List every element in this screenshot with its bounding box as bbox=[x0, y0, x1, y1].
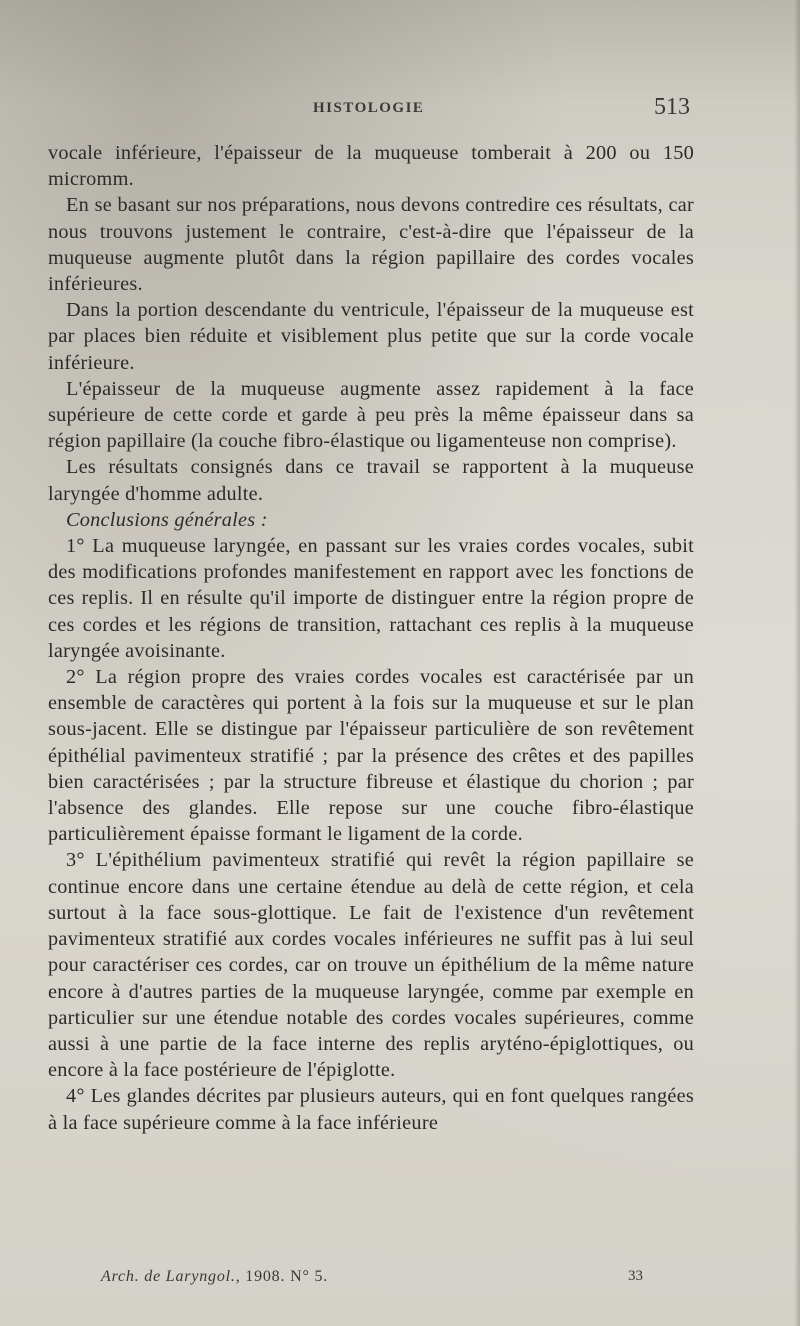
paragraph-resultats: Les résultats consignés dans ce travail se rapportent à la muqueuse laryngée d'homme adulte. bbox=[48, 456, 694, 505]
paragraph-ventricule: Dans la portion descendante du ventricule, l'épaisseur de la muqueuse est par places bien réduite et visiblement plus petite que sur la corde vocale inférieure. bbox=[48, 299, 694, 374]
paragraph-epaisseur: L'épaisseur de la muqueuse augmente assez rapidement à la face supérieure de cette corde et garde à peu près la même épaisseur dans sa région papillaire (la couche fibro-élastique ou ligamenteuse non comprise). bbox=[48, 377, 694, 453]
page-number: 513 bbox=[654, 94, 690, 120]
running-title: HISTOLOGIE bbox=[313, 100, 425, 116]
conclusion-3: 3° L'épithélium pavimenteux stratifié qui revêt la région papillaire se continue encore dans une certaine étendue au delà de cette région, et cela surtout à la face sous-glottique. Le fait de l'existence d'un revêtement pavimenteux stratifié aux cordes vocales inférieures ne suffit pas à lui seul pour caractériser ces cordes, car on trouve un épithélium de la même nature encore à d'autres parties de la muqueuse laryngée, comme par exemple en particulier sur une étendue notable des cordes vocales supérieures, comme aussi à une partie de la face interne des replis aryténo-épiglottiques, ou encore à la face postérieure de l'épiglotte. bbox=[48, 849, 694, 1082]
signature-mark: 33 bbox=[628, 1268, 643, 1284]
journal-title: Arch. de Laryngol. bbox=[101, 1268, 236, 1285]
running-header bbox=[0, 96, 800, 126]
page-edge-shadow bbox=[794, 0, 800, 1326]
page-footer bbox=[0, 1268, 800, 1292]
paragraph-preparations: En se basant sur nos préparations, nous devons contredire ces résultats, car nous trouvons justement le contraire, c'est-à-dire que l'épaisseur de la muqueuse augmente plutôt dans la région papillaire des cordes vocales inférieures. bbox=[48, 194, 694, 296]
conclusions-heading: Conclusions générales : bbox=[66, 508, 268, 531]
conclusion-1: 1° La muqueuse laryngée, en passant sur les vraies cordes vocales, subit des modifications profondes manifestement en rapport avec les fonctions de ces replis. Il en résulte qu'il importe de distinguer entre la région propre de ces cordes et les régions de transition, rattachant ces replis à la muqueuse laryngée avoisinante. bbox=[48, 535, 694, 662]
paragraph-continuation: vocale inférieure, l'épaisseur de la muqueuse tomberait à 200 ou 150 micromm. bbox=[48, 142, 694, 191]
body-text bbox=[48, 140, 694, 1136]
journal-issue: , 1908. N° 5. bbox=[235, 1268, 329, 1285]
conclusion-2: 2° La région propre des vraies cordes vocales est caractérisée par un ensemble de caractères qui portent à la fois sur la muqueuse et sur le plan sous-jacent. Elle se distingue par l'épaisseur particulière de son revêtement épithélial pavimenteux stratifié ; par la présence des crêtes et des papilles bien caractérisées ; par la structure fibreuse et élastique du chorion ; par l'absence des glandes. Elle repose sur une couche fibro-élastique particulièrement épaisse formant le ligament de la corde. bbox=[48, 666, 694, 846]
footer-citation bbox=[101, 1268, 328, 1286]
conclusion-4: 4° Les glandes décrites par plusieurs auteurs, qui en font quelques rangées à la face supérieure comme à la face inférieure bbox=[48, 1085, 694, 1134]
